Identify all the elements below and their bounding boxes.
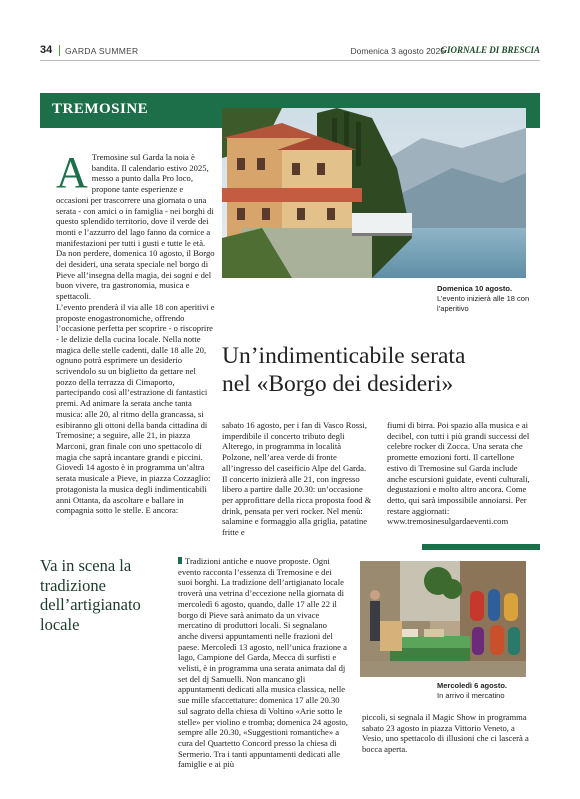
header-divider xyxy=(59,45,60,56)
article-body: L’evento prenderà il via alle 18 con aperitivi e proposte enogastronomiche, offrendo l’occasione perfetta per scoprire - o riscoprire - le delizie della cucina locale. Nella notte magica delle stelle cadenti, dalle 18 alle 20, ognuno potrà esprimere un desiderio scrivendolo su un biglietto da gettare nel pozzo della terrazza di Cimaporto, partecipando così all’estrazione di fantastici premi. Ad animare la serata anche tanta musica: alle 20, al ritmo della grancassa, si esibiranno gli ottoni della banda cittadina di Tremosine; a seguire, alle 21, in piazza Marconi, gran finale con uno spettacolo di magia che saprà incantare grandi e piccini. Giovedì 14 agosto è in programma un’altra serata musicale a Pieve, in piazza Cozzaglio: protagonista la musica degli indimenticabili anni Ottanta, da ascoltare e ballare in compagnia sotto le stelle. E ancora: xyxy=(56,301,215,516)
article-column-2 xyxy=(222,420,372,538)
section-divider xyxy=(422,544,540,550)
main-headline xyxy=(222,342,532,398)
header-rule xyxy=(40,60,540,61)
article-lead: Tremosine sul Garda la noia è bandita. Il calendario estivo 2025, messo a punto dalla Pro loco, propone tante esperienze e occasioni per trascorrere una giornata o una serata - con amici o in famiglia - nei borghi di questo splendido territorio, dove il verde dei monti e l’azzurro del lago fanno da cornice a manifestazioni per tutti i gusti e tutte le età. Da non perdere, domenica 10 agosto, il Borgo dei desideri, una serata speciale nel borgo di Pieve all’insegna della magia, dei sogni e del buon vivere, tra gastronomia, musica e spettacoli. xyxy=(56,152,215,302)
article-column-3-text: fiumi di birra. Poi spazio alla musica e ai decibel, con tutti i più grandi successi del celebre rocker di Zocca. Una serata che promette emozioni forti. Il cartellone estivo di Tremosine sul Garda include anche escursioni guidate, eventi culturali, degustazioni e molto altro ancora. Come detto, qui sarà impossibile annoiarsi. Per restare aggiornati: www.tremosinesulgardaeventi.com xyxy=(387,420,530,527)
photo-caption-text: L’evento inizierà alle 18 con l’aperitivo xyxy=(437,294,530,313)
market-photo xyxy=(360,561,526,677)
secondary-headline: Va in scena la tradizione dell’artigianato locale xyxy=(40,556,141,634)
photo2-caption-date: Mercoledì 6 agosto. xyxy=(437,681,508,690)
bullet-square-icon xyxy=(178,557,182,564)
photo-caption-date: Domenica 10 agosto. xyxy=(437,284,513,293)
village-photo xyxy=(222,108,526,278)
secondary-article-text: Tradizioni antiche e nuove proposte. Ogni evento racconta l’essenza di Tremosine e dei suoi borghi. La tradizione dell’artigianato locale troverà una vetrina d’eccezione nella giornata di mercoledì 6 agosto, quando, dalle 17 alle 22 il borgo di Pieve sarà animato da un vivace mercatino di produttori locali. Si segnalano anche diversi appuntamenti nelle frazioni del paese. Mercoledì 13 agosto, nell’unica frazione a lago, Campione del Garda, Mecca di surfisti e velisti, è in programma una serata animata dal dj set del dj Samuelli. Non mancano gli appuntamenti dedicati alla musica classica, nelle sue mille sfaccettature: domenica 17 alle 20.30 sul sagrato della chiesa di Voltino «Arie sotto le stelle» per violino e tromba; domenica 24 agosto, sempre alle 20.30, «Suggestioni romantiche» a cura del Quartetto Concord presso la chiesa di Sermerio. Tra i tanti appuntamenti dedicati alle famiglie e ai più xyxy=(178,556,348,770)
secondary-article-end-text: piccoli, si segnala il Magic Show in programma sabato 23 agosto in piazza Vittorio Veneto, a Vesio, uno spettacolo di illusioni che ci lascerà a bocca aperta. xyxy=(362,712,529,755)
article-column-2-text: sabato 16 agosto, per i fan di Vasco Rossi, imperdibile il concerto tributo degli Alterego, in programma in località Polzone, nell’area verde di fronte all’ingresso del caseificio Alpe del Garda. Il concerto inizierà alle 21, con ingresso libero a partire dalle 20.30: un’occasione per approfittare della ricca proposta food & drink, pensata per veri rocker. Nel menù: salamine e formaggio alla griglia, patatine fritte e xyxy=(222,420,372,538)
photo2-caption-text: In arrivo il mercatino xyxy=(437,691,505,700)
newspaper-name: GIORNALE DI BRESCIA xyxy=(440,45,540,55)
headline-line-1: Un’indimenticabile serata xyxy=(222,343,466,369)
page-number: 34 xyxy=(40,44,53,56)
article-column-3 xyxy=(387,420,535,527)
article-label: TREMOSINE xyxy=(52,101,149,117)
drop-cap: A xyxy=(56,148,88,197)
article-column-1 xyxy=(56,148,216,516)
section-name: GARDA SUMMER xyxy=(65,46,139,56)
headline-line-2: nel «Borgo dei desideri» xyxy=(222,371,454,397)
photo2-caption xyxy=(437,681,537,701)
photo-caption xyxy=(437,284,537,314)
secondary-article-end xyxy=(362,712,534,755)
issue-date: Domenica 3 agosto 2025 xyxy=(350,46,445,56)
page-header xyxy=(40,44,540,60)
secondary-article-body xyxy=(178,556,348,770)
